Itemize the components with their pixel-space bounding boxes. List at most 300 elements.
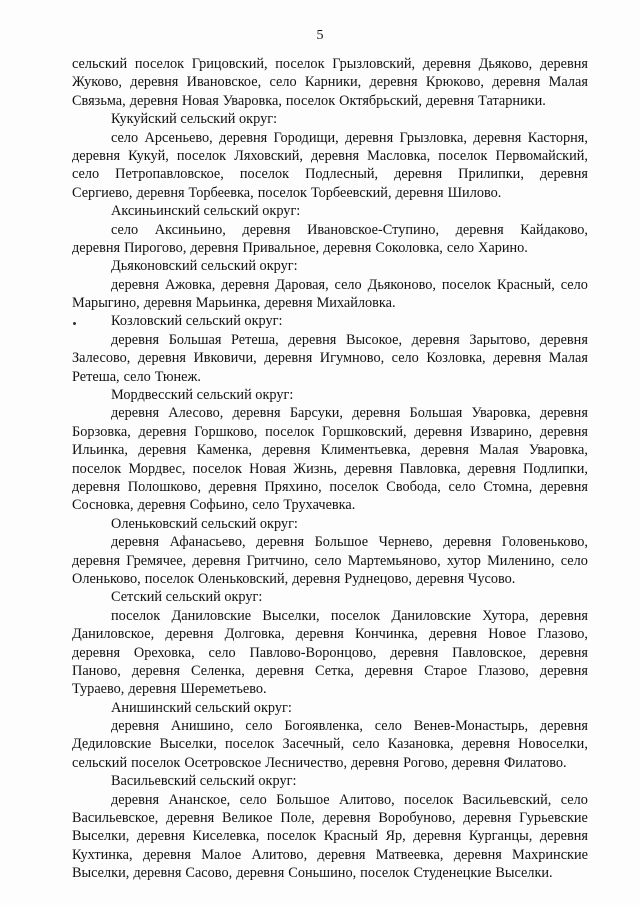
text-line — [72, 791, 588, 809]
word: Марьинка, — [195, 295, 261, 312]
district-heading: Анишинский сельский округ: — [111, 699, 292, 716]
word: Ляховский, — [234, 147, 304, 164]
word: деревня — [129, 92, 178, 109]
word: деревня — [262, 442, 311, 459]
text-line — [72, 73, 588, 91]
word: Игумново, — [319, 350, 385, 367]
word: Даниловские — [391, 607, 471, 624]
word: Выселки, — [72, 865, 130, 882]
text-line — [72, 570, 588, 588]
text-line — [72, 221, 588, 239]
word: поселок — [176, 147, 227, 164]
word: деревня — [295, 626, 344, 643]
word: Петропавловское, — [115, 166, 224, 183]
word: Пряхино, — [264, 478, 322, 495]
word: Октябрьский, — [339, 92, 423, 109]
text-line — [72, 809, 588, 827]
word: деревня — [426, 92, 475, 109]
word: село — [123, 368, 151, 385]
word: Шереметьево. — [180, 681, 267, 698]
word: деревня — [463, 810, 512, 827]
word: Малая — [548, 74, 588, 91]
word: Соньшино, — [288, 865, 357, 882]
word: Долговка, — [224, 626, 285, 643]
word: Связьма, — [72, 92, 126, 109]
word: деревня — [345, 129, 394, 146]
word: Киселевка, — [192, 828, 260, 845]
text-line — [72, 276, 588, 294]
district-heading: Аксиньинский сельский округ: — [111, 203, 301, 220]
word: село — [245, 718, 273, 735]
word: Сетка, — [315, 662, 354, 679]
word: село — [252, 497, 280, 514]
word: Дьяконово, — [367, 276, 436, 293]
word: деревня — [72, 552, 121, 569]
word: Дедиловские — [72, 736, 152, 753]
word: село — [352, 736, 380, 753]
word: Ретеша, — [72, 368, 120, 385]
word: село — [111, 221, 139, 238]
word: Васильевское, — [72, 810, 159, 827]
word: Уваровка, — [222, 92, 282, 109]
word: Кухтинка, — [72, 846, 133, 863]
word: Яр, — [385, 828, 406, 845]
word: Ажовка, — [164, 276, 216, 293]
word: село — [334, 276, 362, 293]
text-line — [72, 55, 588, 73]
word: деревня — [539, 423, 588, 440]
district-heading: Васильевский сельский округ: — [111, 773, 297, 790]
district-heading: Козловский сельский округ: — [111, 313, 283, 330]
word: деревня — [369, 74, 418, 91]
word: деревня — [232, 405, 281, 422]
word: деревня — [190, 239, 239, 256]
word: село — [111, 129, 139, 146]
word: деревня — [242, 221, 291, 238]
word: деревня — [365, 662, 414, 679]
word: деревня — [415, 570, 465, 587]
word: поселок — [111, 607, 161, 624]
word: деревня — [443, 534, 492, 551]
text-line — [72, 478, 588, 496]
word: поселок — [438, 147, 488, 164]
text-line — [72, 662, 588, 680]
word: Уваровка, — [528, 442, 588, 459]
word: деревня — [292, 570, 341, 587]
word: деревня — [221, 276, 270, 293]
text-line — [72, 423, 588, 441]
word: деревня — [208, 478, 257, 495]
word: Выселки, — [72, 828, 130, 845]
word: Кукуй, — [128, 147, 169, 164]
word: деревня — [539, 166, 588, 183]
word: Марыгино, — [72, 295, 140, 312]
word: Гритчино, — [246, 552, 309, 569]
word: деревня — [539, 331, 588, 348]
word: Даровая, — [275, 276, 329, 293]
word: деревня — [539, 607, 588, 624]
word: Подлесный, — [305, 166, 379, 183]
word: деревня — [130, 74, 179, 91]
word: деревня — [322, 810, 371, 827]
word: Оленьковский, — [198, 570, 289, 587]
word: село — [314, 552, 342, 569]
word: деревня — [142, 846, 191, 863]
word: поселок — [224, 736, 275, 753]
word: Ивановское, — [186, 74, 262, 91]
text-line — [72, 735, 588, 753]
word: деревня — [72, 478, 121, 495]
word: деревня — [317, 846, 366, 863]
text-line — [72, 644, 588, 662]
word: Старое — [424, 662, 468, 679]
word: Малая — [548, 350, 588, 367]
word: деревня — [111, 791, 160, 808]
word: деревня — [473, 129, 522, 146]
word: Венев-Монастырь, — [413, 718, 529, 735]
word: Кончинка, — [355, 626, 418, 643]
text-line — [72, 368, 588, 386]
text-line — [72, 184, 588, 202]
word: Гурьевские — [519, 810, 588, 827]
word: Стомна, — [483, 478, 533, 495]
word: деревня — [236, 865, 285, 882]
word: поселок — [257, 184, 307, 201]
word: село — [391, 350, 419, 367]
word: деревня — [351, 754, 400, 771]
page-number: 5 — [316, 28, 324, 43]
word: Ореховка, — [133, 644, 195, 661]
word: деревня — [492, 74, 541, 91]
word: деревня — [138, 423, 187, 440]
word: Мартемьяново, — [347, 552, 441, 569]
word: Михайловка. — [316, 295, 396, 312]
word: Барсуки, — [289, 405, 344, 422]
word: поселок — [72, 460, 122, 477]
word: деревня — [165, 626, 214, 643]
word: деревня — [352, 405, 401, 422]
text-line — [72, 349, 588, 367]
word: Кайдаково, — [520, 221, 588, 238]
word: деревня — [539, 662, 588, 679]
word: Выселки, — [262, 607, 320, 624]
word: Павловка, — [399, 460, 461, 477]
word: село — [446, 239, 475, 256]
document-body — [72, 55, 588, 883]
word: деревня — [395, 184, 444, 201]
word: поселок — [131, 754, 181, 771]
word: Васильевский, — [462, 791, 552, 808]
word: Новое — [488, 626, 527, 643]
word: деревня — [311, 147, 360, 164]
word: деревня — [138, 442, 187, 459]
word: Климентьевка, — [320, 442, 411, 459]
word: Шилово. — [447, 184, 502, 201]
word: Залесово, — [72, 350, 131, 367]
word: деревня — [133, 865, 182, 882]
word: село — [239, 791, 267, 808]
word: деревня — [136, 828, 185, 845]
text-line — [72, 460, 588, 478]
word: Студенецкие — [413, 865, 492, 882]
word: Осетровское — [184, 754, 262, 771]
word: Чернево, — [378, 534, 433, 551]
word: деревня — [137, 350, 186, 367]
text-line — [72, 625, 588, 643]
word: деревня — [411, 331, 460, 348]
word: Уваровка, — [471, 405, 531, 422]
word: Зарытово, — [469, 331, 531, 348]
word: Павлово-Воронцово, — [249, 644, 377, 661]
word: Филатово. — [503, 754, 567, 771]
word: Арсеньево, — [144, 129, 213, 146]
word: Грызловка, — [399, 129, 467, 146]
word: деревня — [128, 681, 177, 698]
word: деревня — [414, 423, 463, 440]
word: Дьяково, — [478, 56, 533, 72]
word: деревня — [453, 846, 502, 863]
word: Торбеевский, — [310, 184, 392, 201]
word: Торбеевка, — [188, 184, 254, 201]
word: Матвеевка, — [375, 846, 444, 863]
word: деревня — [451, 754, 500, 771]
word: Тураево, — [72, 681, 125, 698]
word: поселок — [330, 607, 381, 624]
word: Алитово, — [338, 791, 395, 808]
word: поселок — [285, 92, 336, 109]
word: поселок — [239, 166, 290, 183]
word: поселок — [266, 828, 317, 845]
word: Выселки, — [159, 736, 217, 753]
word: деревня — [394, 166, 443, 183]
word: село — [560, 276, 588, 293]
district-heading: Кукуйский сельский округ: — [111, 111, 278, 128]
word: Великое — [222, 810, 273, 827]
word: Высокое, — [345, 331, 403, 348]
word: Оленьково, — [72, 570, 141, 587]
text-line — [72, 496, 588, 514]
word: деревня — [428, 626, 478, 643]
district-heading: Мордвесский сельский округ: — [111, 387, 294, 404]
word: поселок — [192, 460, 242, 477]
word: Привальное, — [242, 239, 320, 256]
word: деревня — [323, 239, 372, 256]
word: Павловское, — [452, 644, 527, 661]
word: Каменка, — [196, 442, 253, 459]
word: Полошково, — [127, 478, 202, 495]
word: Сасово, — [185, 865, 233, 882]
word: Головеньково, — [501, 534, 588, 551]
word: Трухачевка. — [283, 497, 356, 514]
word: Засечный, — [282, 736, 345, 753]
word: Гремячее, — [126, 552, 187, 569]
word: сельский — [72, 754, 128, 771]
word: Борзовка, — [72, 423, 131, 440]
word: Анишино, — [170, 718, 234, 735]
word: село — [560, 791, 588, 808]
word: Махринские — [512, 846, 588, 863]
word: деревня — [136, 184, 185, 201]
text-line — [72, 331, 588, 349]
word: Воробуново, — [378, 810, 456, 827]
word: деревня — [539, 405, 588, 422]
word: Богоявленка, — [284, 718, 363, 735]
text-line — [72, 680, 588, 698]
word: Татарники. — [478, 92, 546, 109]
word: Афанасьево, — [169, 534, 246, 551]
word: деревня — [422, 56, 471, 72]
word: Сосновка, — [72, 497, 134, 514]
word: Даниловские — [171, 607, 252, 624]
word: Грызловский, — [332, 56, 416, 72]
word: Хутора, — [482, 607, 529, 624]
word: Ивковичи, — [193, 350, 257, 367]
text-line — [72, 294, 588, 312]
word: деревня — [390, 644, 439, 661]
word: Ивановское-Ступино, — [307, 221, 440, 238]
word: Миленино, — [487, 552, 555, 569]
word: Подлипки, — [523, 460, 588, 477]
word: деревня — [256, 534, 305, 551]
word: Горшковский, — [322, 423, 407, 440]
word: деревня — [219, 129, 268, 146]
district-heading: Оленьковский сельский округ: — [111, 515, 298, 532]
word: Пирогово, — [124, 239, 187, 256]
word: Глазово, — [478, 662, 529, 679]
district-heading: Сетский сельский округ: — [111, 589, 263, 606]
word: деревня — [288, 331, 337, 348]
text-line — [72, 827, 588, 845]
word: Новая — [249, 460, 287, 477]
word: село — [374, 718, 402, 735]
word: деревня — [111, 534, 160, 551]
word: хутор — [446, 552, 481, 569]
word: деревня — [111, 331, 160, 348]
word: Алесово, — [168, 405, 224, 422]
word: поселок — [404, 791, 454, 808]
word: Алитово, — [251, 846, 308, 863]
word: село — [208, 644, 236, 661]
word: Чусово. — [468, 570, 516, 587]
word: Соколовка, — [375, 239, 443, 256]
word: Ильинка, — [72, 442, 128, 459]
text-line — [72, 552, 588, 570]
word: деревня — [72, 147, 121, 164]
word: село — [560, 552, 588, 569]
word: Казановка, — [387, 736, 454, 753]
word: деревня — [467, 460, 516, 477]
word: деревня — [264, 295, 313, 312]
word: Красный — [323, 828, 378, 845]
word: деревня — [539, 644, 588, 661]
word: Поле, — [280, 810, 315, 827]
word: Лесничество, — [265, 754, 348, 771]
word: Жуково, — [72, 74, 123, 91]
word: Прилипки, — [458, 166, 524, 183]
word: деревня — [539, 718, 588, 735]
word: деревня — [461, 736, 510, 753]
word: Большая — [168, 331, 222, 348]
word: Рогово, — [403, 754, 448, 771]
word: поселок — [441, 276, 492, 293]
word: Свобода, — [386, 478, 441, 495]
word: Аксиньино, — [154, 221, 226, 238]
word: деревня — [264, 350, 313, 367]
word: деревня — [111, 718, 160, 735]
word: поселок — [134, 56, 185, 72]
word: село — [269, 74, 297, 91]
word: деревня — [143, 295, 192, 312]
word: деревня — [493, 350, 542, 367]
text-line — [72, 147, 588, 165]
word: Касторня, — [527, 129, 588, 146]
word: Крюково, — [425, 74, 484, 91]
word: деревня — [111, 276, 160, 293]
text-line — [72, 165, 588, 183]
word: Выселки. — [495, 865, 553, 882]
word: Жизнь, — [293, 460, 338, 477]
word: деревня — [539, 478, 588, 495]
word: Курганцы, — [468, 828, 533, 845]
word: деревня — [192, 552, 241, 569]
word: деревня — [72, 644, 121, 661]
text-line — [72, 441, 588, 459]
text-line — [72, 129, 588, 147]
text-line — [72, 533, 588, 551]
word: Мордвес, — [128, 460, 186, 477]
word: Руднецово, — [344, 570, 412, 587]
word: деревня — [344, 460, 393, 477]
word: Глазово, — [537, 626, 588, 643]
word: Козловка, — [426, 350, 486, 367]
word: Ретеша, — [231, 331, 279, 348]
word: сельский — [72, 56, 128, 72]
word: поселок — [360, 865, 410, 882]
word: деревня — [111, 405, 160, 422]
word: деревня — [131, 662, 180, 679]
district-heading: Дьяконовский сельский округ: — [111, 258, 298, 275]
word: село — [72, 166, 100, 183]
word: село — [448, 478, 476, 495]
word: Грицовский, — [191, 56, 268, 72]
word: Новоселки, — [518, 736, 588, 753]
word: Первомайский, — [495, 147, 588, 164]
word: деревня — [420, 442, 469, 459]
text-line — [72, 92, 588, 110]
word: поселок — [275, 56, 325, 72]
word: Горшково, — [194, 423, 258, 440]
word: Большое — [276, 791, 330, 808]
word: поселок — [265, 423, 315, 440]
word: Паново, — [72, 662, 121, 679]
text-line — [72, 754, 588, 772]
word: Малое — [201, 846, 242, 863]
word: деревня — [137, 497, 186, 514]
text-line — [72, 404, 588, 422]
word: деревня — [255, 662, 304, 679]
word: деревня — [455, 221, 504, 238]
word: Софьино, — [189, 497, 249, 514]
word: Новая — [181, 92, 219, 109]
word: деревня — [72, 239, 121, 256]
word: Городищи, — [273, 129, 339, 146]
word: Сергиево, — [72, 184, 133, 201]
word: поселок — [329, 478, 379, 495]
text-line — [72, 864, 588, 882]
word: Большая — [409, 405, 463, 422]
word: Ананское, — [168, 791, 231, 808]
word: поселок — [144, 570, 194, 587]
